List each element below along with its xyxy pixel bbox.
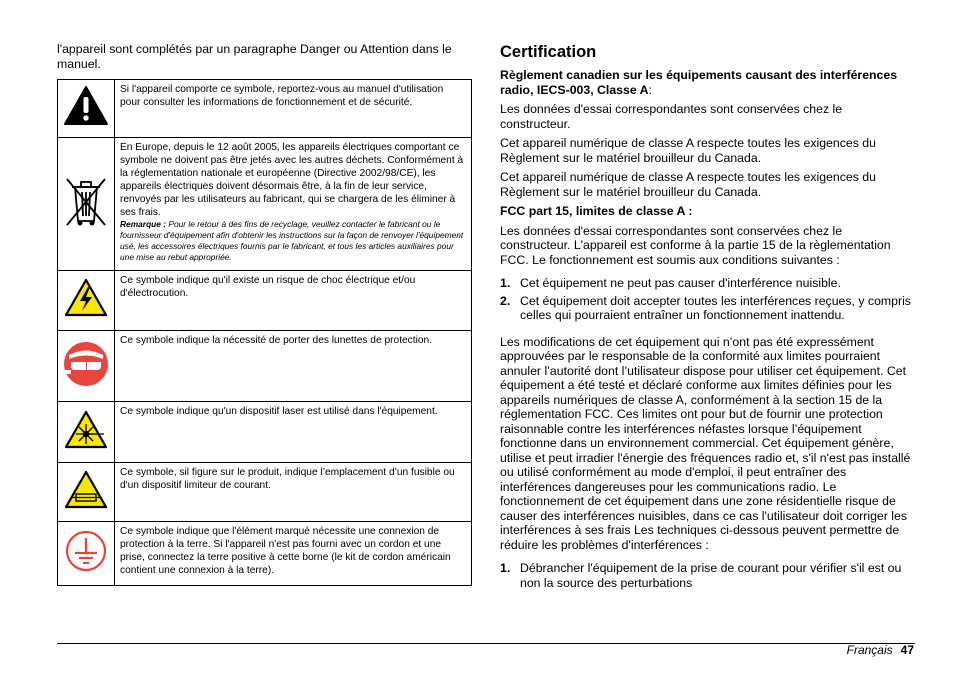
table-row [58, 331, 472, 402]
icon-cell [58, 331, 115, 402]
symbol-description: Ce symbole indique qu'il existe un risque de choc électrique et/ou d'électrocution. [115, 271, 472, 331]
symbol-description: Si l'appareil comporte ce symbole, reportez-vous au manuel d'utilisation pour consulter les informations de fonctionnement et de sécurité. [115, 80, 472, 138]
list-text: Cet équipement doit accepter toutes les interférences reçues, y compris celles qui pourraient entraîner un fonctionnement inattendu. [520, 293, 911, 322]
list-text: Cet équipement ne peut pas causer d'interférence nuisible. [520, 276, 841, 290]
crossed-bin-icon [63, 173, 109, 231]
laser-icon [63, 409, 109, 451]
techniques-list [500, 561, 915, 590]
symbol-text: En Europe, depuis le 12 août 2005, les appareils électriques comportant ce symbole ne doivent pas être jetés avec les autres déchets. Conformément à la réglementation nationale et européenne (Directive 2002/98/CE), les appareils électriques doivent désormais être, à la fin de leur service, renvoyés par les utilisateurs au fabricant, qui se chargera de les éliminer à ses frais. [120, 142, 464, 218]
icon-cell [58, 522, 115, 586]
list-number: 1. [500, 561, 511, 575]
page-number: 47 [900, 643, 914, 657]
table-row [58, 80, 472, 138]
footer-divider [57, 643, 915, 644]
page-footer [847, 642, 914, 658]
table-row [58, 271, 472, 331]
remark-text: Pour le retour à des fins de recyclage, veuillez contacter le fabricant ou le fournisseur d'équipement afin d'obtenir les instructions sur la façon de renvoyer l'équipement usé, les accessoires électriques fournis par le fabricant, et tous les articles auxiliaires pour une mise au rebut appropriée. [120, 219, 464, 263]
right-column [500, 42, 915, 593]
fuse-icon [63, 469, 109, 511]
paragraph: Les données d'essai correspondantes sont conservées chez le constructeur. [500, 102, 843, 131]
paragraph: Cet appareil numérique de classe A respecte toutes les exigences du Règlement sur le matériel brouilleur du Canada. [500, 170, 876, 199]
warning-triangle-icon [63, 85, 109, 127]
icon-cell [58, 138, 115, 271]
list-text: Débrancher l'équipement de la prise de courant pour vérifier s'il est ou non la source des perturbations [520, 561, 902, 590]
left-column [57, 42, 472, 72]
electric-shock-icon [63, 277, 109, 319]
list-item [500, 561, 915, 590]
table-row [58, 402, 472, 463]
fcc-heading: FCC part 15, limites de classe A : [500, 204, 693, 218]
paragraph: Cet appareil numérique de classe A respecte toutes les exigences du Règlement sur le matériel brouilleur du Canada. [500, 136, 876, 165]
icon-cell [58, 402, 115, 463]
canada-heading-text: Règlement canadien sur les équipements causant des interférences radio, IECS-003, Classe A [500, 68, 898, 97]
list-item [500, 294, 915, 323]
remark-label: Remarque : [120, 219, 167, 230]
symbol-description: Ce symbole, sil figure sur le produit, indique l’emplacement d’un fusible ou d'un dispositif limiteur de courant. [115, 463, 472, 522]
canada-heading-colon: : [648, 82, 652, 97]
conditions-list [500, 276, 915, 323]
symbol-description: Ce symbole indique qu'un dispositif laser est utilisé dans l'équipement. [115, 402, 472, 463]
eye-protection-icon [62, 340, 110, 388]
list-number: 2. [500, 293, 511, 308]
icon-cell [58, 271, 115, 331]
table-row [58, 522, 472, 586]
remark-note [120, 219, 466, 263]
list-item [500, 276, 915, 291]
canada-heading [500, 68, 915, 97]
symbol-description [115, 138, 472, 271]
intro-text: l'appareil sont complétés par un paragraphe Danger ou Attention dans le manuel. [57, 42, 452, 71]
symbol-description: Ce symbole indique la nécessité de porter des lunettes de protection. [115, 331, 472, 402]
protective-earth-icon [64, 529, 108, 573]
list-number: 1. [500, 276, 511, 290]
icon-cell [58, 80, 115, 138]
table-row [58, 138, 472, 271]
footer-language: Français [846, 643, 893, 657]
paragraph: Les modifications de cet équipement qui n’ont pas été expressément approuvées par le responsable de la conformité aux limites pourraient annuler l’autorité dont l’utilisateur dispose pour utiliser cet équipement. Cet équipement a été testé et déclaré conforme aux limites définies pour les appareils numériques de classe A, conformément à la section 15 de la réglementation FCC. Ces limites ont pour but de fournir une protection raisonnable contre les interférences néfastes lorsque l’équipement fonctionne dans un environnement commercial. Cet équipement génère, utilise et peut irradier l'énergie des fréquences radio et, s'il n'est pas installé ou utilisé conformément au mode d'emploi, il peut entraîner des interférences dangereuses pour les communications radio. Le fonctionnement de cet équipement dans une zone résidentielle risque de causer des interférences nuisibles, dans ce cas l'utilisateur doit corriger les interférences à ses frais Les techniques ci-dessous peuvent permettre de réduire les problèmes d'interférences : [500, 334, 911, 552]
icon-cell [58, 463, 115, 522]
paragraph: Les données d'essai correspondantes sont conservées chez le constructeur. L'appareil est conforme à la partie 15 de la règlementation FCC. Le fonctionnement est soumis aux conditions suivantes : [500, 223, 891, 267]
section-title: Certification [500, 43, 597, 61]
symbol-description: Ce symbole indique que l'élément marqué nécessite une connexion de protection à la terre. Si l'appareil n'est pas fourni avec un cordon et une prise, connectez la terre positive à cette borne (le kit de cordon américain contient une connexion à la terre). [115, 522, 472, 586]
table-row [58, 463, 472, 522]
symbol-table [57, 79, 472, 586]
